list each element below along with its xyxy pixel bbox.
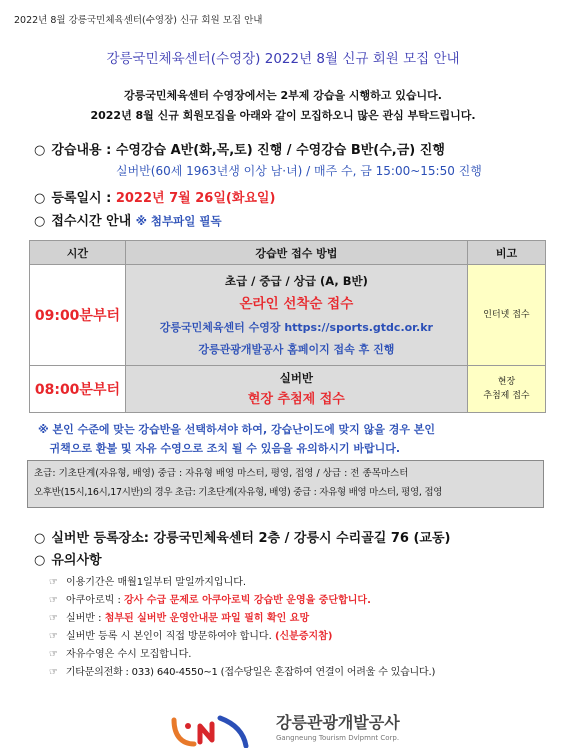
pointing-hand-icon: ☞ <box>49 631 58 642</box>
warning-line-1: ※ 본인 수준에 맞는 강습반을 선택하셔야 하여, 강습난이도에 맞지 않을 경우 본인 <box>38 423 436 436</box>
table-row <box>30 265 546 366</box>
pointing-hand-icon: ☞ <box>49 667 58 678</box>
course-label: 강습내용 : 수영강습 A반(화,목,토) 진행 / 수영강습 B반(수,금) 진행 <box>51 143 445 158</box>
remark-cell: 인터넷 접수 <box>467 265 545 366</box>
remark-cell <box>467 366 545 413</box>
time-cell: 09:00분부터 <box>30 265 126 366</box>
pointing-hand-icon: ☞ <box>49 595 58 606</box>
attachment-note: ※ 첨부파일 필독 <box>135 214 222 228</box>
reception-time <box>34 210 222 229</box>
location-label: 실버반 등록장소: 강릉국민체육센터 2층 / 강릉시 수리골길 76 (교동) <box>51 531 451 546</box>
list-item: ☞ 이용기간은 매월1일부터 말일까지입니다. <box>49 577 247 588</box>
levels-line-1: 초급: 기초단계(자유형, 배영) 중급 : 자유형 배영 마스터, 평영, 접영 / 상급 : 전 종목마스터 <box>34 468 409 479</box>
company-name-en: Gangneung Tourism Dvlpmnt Corp. <box>276 734 400 742</box>
footer-logo <box>168 708 428 748</box>
course-info <box>34 139 445 158</box>
registration-table <box>29 240 546 413</box>
homepage-note: 강릉관광개발공사 홈페이지 접속 후 진행 <box>198 342 395 356</box>
method-cell <box>125 265 467 366</box>
list-item: ☞ 실버반 등록 시 본인이 직접 방문하여야 합니다. (신분증지참) <box>49 631 333 642</box>
list-item: ☞ 실버반 : 첨부된 실버반 운영안내문 파일 필히 확인 요망 <box>49 613 310 624</box>
level-warning <box>38 420 543 458</box>
circle-bullet-icon: ○ <box>34 531 46 546</box>
pointing-hand-icon: ☞ <box>49 649 58 660</box>
company-logo-icon <box>168 708 268 748</box>
list-item: ☞ 자유수영은 수시 모집합니다. <box>49 649 192 660</box>
remark-line-1: 현장 <box>497 377 516 387</box>
senior-class: 실버반 <box>279 370 314 385</box>
pointing-hand-icon: ☞ <box>49 613 58 624</box>
intro-line-2: 2022년 8월 신규 회원모집을 아래와 같이 모집하오니 많은 관심 부탁드립니다. <box>90 109 476 122</box>
reception-label: 접수시간 안내 <box>51 214 136 229</box>
circle-bullet-icon: ○ <box>34 214 46 229</box>
level-description-box <box>27 460 544 508</box>
onsite-lottery: 현장 추첨제 접수 <box>247 391 345 407</box>
method-cell <box>125 366 467 413</box>
registration-date-value: 2022년 7월 26일(화요일) <box>115 191 276 206</box>
pointing-hand-icon: ☞ <box>49 577 58 588</box>
remark-line-2: 추첨제 접수 <box>483 391 530 401</box>
circle-bullet-icon: ○ <box>34 143 46 158</box>
list-item: ☞ 아쿠아로빅 : 강사 수급 문제로 아쿠아로빅 강습반 운영을 중단합니다. <box>49 595 371 606</box>
senior-location <box>34 527 450 546</box>
notes-heading <box>34 549 102 568</box>
circle-bullet-icon: ○ <box>34 553 46 568</box>
registration-label: 등록일시 : <box>51 191 116 206</box>
registration-date <box>34 187 275 206</box>
header-remark: 비고 <box>467 241 545 265</box>
circle-bullet-icon: ○ <box>34 191 46 206</box>
page-title: 강릉국민체육센터(수영장) 2022년 8월 신규 회원 모집 안내 <box>106 51 460 67</box>
website-link[interactable]: 강릉국민체육센터 수영장 https://sports.gtdc.or.kr <box>159 320 433 334</box>
top-note: 2022년 8월 강릉국민체육센터(수영장) 신규 회원 모집 안내 <box>14 15 263 26</box>
company-name: 강릉관광개발공사 <box>276 713 400 732</box>
table-row <box>30 366 546 413</box>
time-cell: 08:00분부터 <box>30 366 126 413</box>
intro-line-1: 강릉국민체육센터 수영장에서는 2부제 강습을 시행하고 있습니다. <box>124 89 442 102</box>
warning-line-2: 귀책으로 환불 및 자유 수영으로 조치 될 수 있음을 유의하시기 바랍니다. <box>38 442 401 455</box>
senior-class-info: 실버반(60세 1963년생 이상 남·녀) / 매주 수, 금 15:00~15:50 진행 <box>116 164 482 178</box>
levels-line-2: 오후반(15시,16시,17시반)의 경우 초급: 기초단계(자유형, 배영) 중급 : 자유형 배영 마스터, 평영, 접영 <box>34 487 443 498</box>
header-method: 강습반 접수 방법 <box>125 241 467 265</box>
notes-label: 유의사항 <box>51 553 102 568</box>
header-time: 시간 <box>30 241 126 265</box>
list-item: ☞ 기타문의전화 : 033) 640-4550~1 (접수당일은 혼잡하여 연결이 어려울 수 있습니다.) <box>49 667 436 678</box>
online-signup: 온라인 선착순 접수 <box>239 295 354 312</box>
class-levels: 초급 / 중급 / 상급 (A, B반) <box>224 273 368 288</box>
